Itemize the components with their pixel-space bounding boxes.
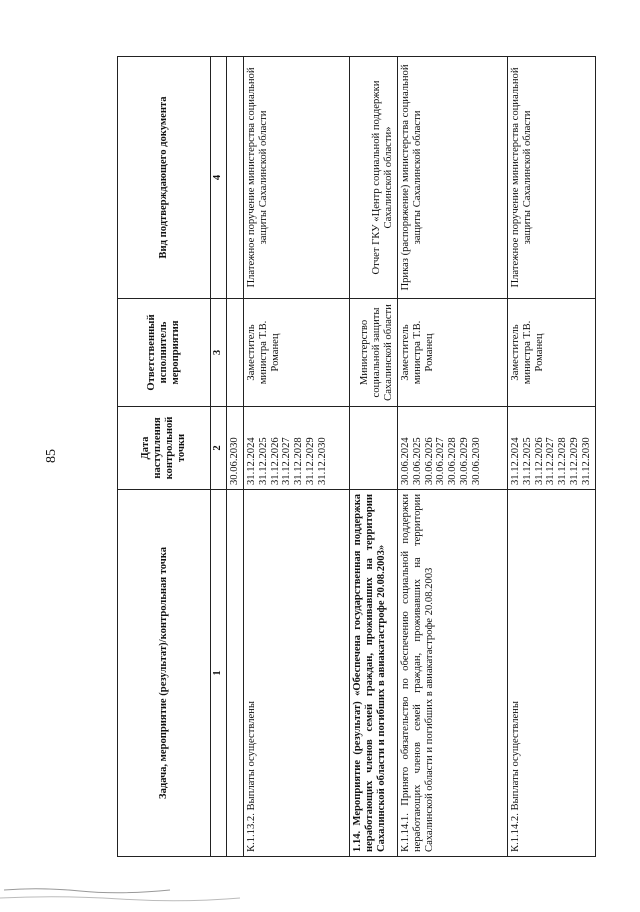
column-number-row [211,57,227,857]
responsible-cell [227,299,244,407]
task-cell: 1.14. Мероприятие (результат) «Обеспечена государственная поддержка неработающих членов семей граждан, проживавших на территории Сахалинской области и погибших в авиакатастрофе 20.08.2003» [349,490,397,857]
date-cell [243,407,349,490]
document-cell: Платежное поручение министерства социальной защиты Сахалинской области [507,57,595,299]
col-number: 1 [211,490,227,857]
document-cell: Отчет ГКУ «Центр социальной поддержки Сахалинской области» [349,57,397,299]
table-row [243,57,349,857]
task-cell [227,490,244,857]
date-value: 31.12.2024 [509,437,521,485]
table-row [227,57,244,857]
date-value: 30.06.2025 [411,437,423,485]
responsible-cell: Министерство социальной защиты Сахалинской области [349,299,397,407]
date-value: 30.06.2026 [423,437,435,485]
date-value: 31.12.2028 [557,437,569,485]
date-cell [349,407,397,490]
date-value: 31.12.2026 [533,437,545,485]
date-value: 31.12.2030 [581,437,593,485]
responsible-cell: Заместитель министра Т.В. Романец [397,299,507,407]
header-task: Задача, мероприятие (результат)/контрольная точка [118,490,211,857]
date-value: 31.12.2027 [281,437,293,485]
col-number: 4 [211,57,227,299]
date-value: 31.12.2030 [317,437,329,485]
date-value: 31.12.2025 [257,437,269,485]
header-document: Вид подтверждающего документа [118,57,211,299]
date-cell [507,407,595,490]
document-cell [227,57,244,299]
control-points-table [117,56,596,857]
table-container [117,57,593,857]
rotated-table-area [117,57,593,857]
task-cell: К.1.14.2. Выплаты осуществлены [507,490,595,857]
date-value: 31.12.2027 [545,437,557,485]
task-cell: К.1.14.1. Принято обязательство по обеспечению социальной поддержки неработающих членов семей граждан, проживавших на территории Сахалинской области и погибших в авиакатастрофе 20.08.2003 [397,490,507,857]
page-number: 85 [44,449,59,463]
date-value: 31.12.2026 [269,437,281,485]
responsible-cell: Заместитель министра Т.В. Романец [243,299,349,407]
header-row [118,57,211,857]
col-number: 3 [211,299,227,407]
date-value: 31.12.2028 [293,437,305,485]
document-cell: Платежное поручение министерства социальной защиты Сахалинской области [243,57,349,299]
table-row [507,57,595,857]
responsible-cell: Заместитель министра Т.В. Романец [507,299,595,407]
date-value: 30.06.2030 [471,437,483,485]
col-number: 2 [211,407,227,490]
date-value: 30.06.2027 [435,437,447,485]
header-responsible: Ответственный исполнитель мероприятия [118,299,211,407]
document-cell: Приказ (распоряжение) министерства социальной защиты Сахалинской области [397,57,507,299]
scan-artifact-marks [0,878,640,912]
task-cell: К.1.13.2. Выплаты осуществлены [243,490,349,857]
table-row [397,57,507,857]
date-cell [397,407,507,490]
date-value: 31.12.2029 [305,437,317,485]
date-value: 30.06.2029 [459,437,471,485]
header-date: Дата наступления контрольной точки [118,407,211,490]
date-cell: 30.06.2030 [227,407,244,490]
date-value: 30.06.2028 [447,437,459,485]
date-value: 31.12.2024 [245,437,257,485]
date-value: 30.06.2024 [399,437,411,485]
table-row [349,57,397,857]
date-value: 31.12.2025 [521,437,533,485]
date-value: 31.12.2029 [569,437,581,485]
